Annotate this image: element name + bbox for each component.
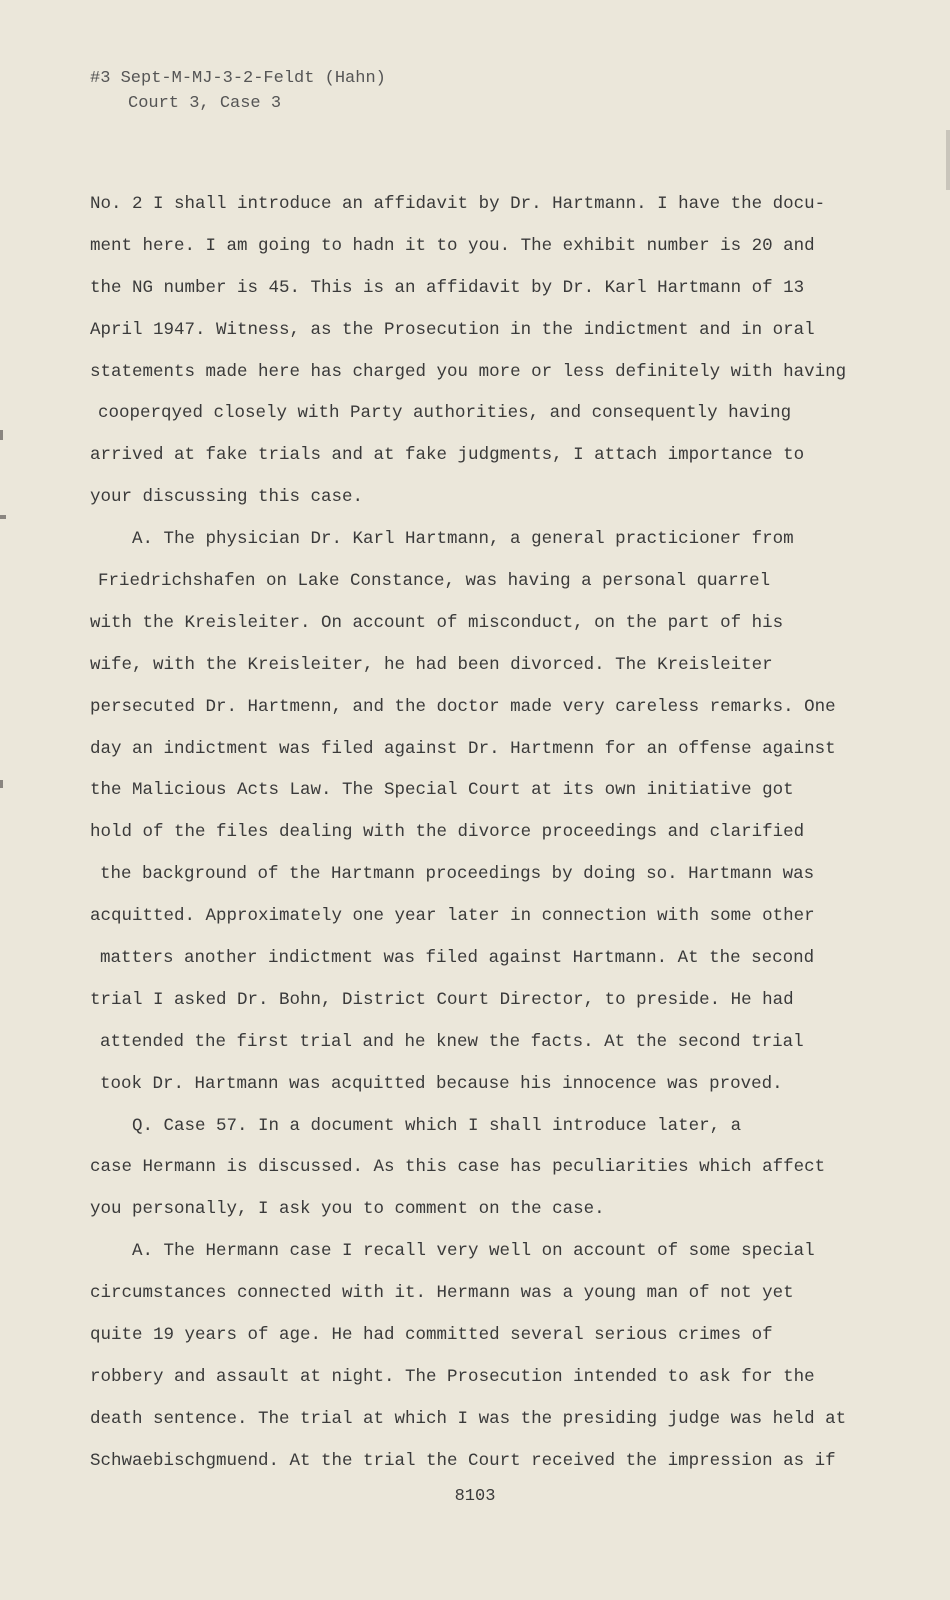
text-line: hold of the files dealing with the divorce proceedings and clarified — [90, 822, 805, 843]
text-line: with the Kreisleiter. On account of misconduct, on the part of his — [90, 612, 784, 633]
text-line: you personally, I ask you to comment on the case. — [90, 1199, 605, 1220]
text-line: circumstances connected with it. Hermann was a young man of not yet — [90, 1283, 794, 1304]
text-line: robbery and assault at night. The Prosecution intended to ask for the — [90, 1366, 815, 1387]
left-edge-mark — [0, 430, 3, 440]
text-line: April 1947. Witness, as the Prosecution in the indictment and in oral — [90, 319, 815, 340]
text-line: your discussing this case. — [90, 487, 364, 508]
text-line: took Dr. Hartmann was acquitted because his innocence was proved. — [100, 1073, 783, 1094]
text-line: attended the first trial and he knew the facts. At the second trial — [100, 1031, 804, 1052]
text-line: the NG number is 45. This is an affidavit by Dr. Karl Hartmann of 13 — [90, 277, 805, 298]
text-line: persecuted Dr. Hartmenn, and the doctor made very careless remarks. One — [90, 696, 836, 717]
text-line: the background of the Hartmann proceedings by doing so. Hartmann was — [100, 864, 815, 885]
document-header — [90, 66, 386, 116]
header-reference: #3 Sept-M-MJ-3-2-Feldt (Hahn) — [90, 69, 386, 88]
right-edge-shadow — [946, 130, 950, 190]
text-line: Q. Case 57. In a document which I shall introduce later, a — [132, 1115, 742, 1136]
text-line: trial I asked Dr. Bohn, District Court Director, to preside. He had — [90, 989, 794, 1010]
text-line: death sentence. The trial at which I was the presiding judge was held at — [90, 1408, 847, 1429]
page-number: 8103 — [454, 1487, 496, 1506]
text-line: arrived at fake trials and at fake judgments, I attach importance to — [90, 445, 805, 466]
left-edge-mark — [0, 780, 3, 788]
header-court-case: Court 3, Case 3 — [128, 94, 282, 113]
text-line: No. 2 I shall introduce an affidavit by Dr. Hartmann. I have the docu- — [90, 194, 826, 214]
text-line: A. The Hermann case I recall very well on account of some special — [132, 1241, 815, 1262]
text-line: quite 19 years of age. He had committed several serious crimes of — [90, 1325, 773, 1346]
text-line: case Hermann is discussed. As this case has peculiarities which affect — [90, 1157, 826, 1178]
text-line: acquitted. Approximately one year later in connection with some other — [90, 906, 815, 927]
text-line: the Malicious Acts Law. The Special Court at its own initiative got — [90, 780, 794, 801]
text-line: statements made here has charged you more or less definitely with having — [90, 361, 847, 382]
text-line: A. The physician Dr. Karl Hartmann, a general practicioner from — [132, 529, 794, 550]
text-line: cooperqyed closely with Party authorities, and consequently having — [98, 403, 792, 424]
text-line: ment here. I am going to hadn it to you. The exhibit number is 20 and — [90, 235, 815, 256]
transcript-body — [90, 184, 860, 1483]
text-line: day an indictment was filed against Dr. Hartmenn for an offense against — [90, 738, 836, 759]
text-line: Schwaebischgmuend. At the trial the Court received the impression as if — [90, 1450, 836, 1471]
text-line: wife, with the Kreisleiter, he had been divorced. The Kreisleiter — [90, 654, 773, 675]
text-line: matters another indictment was filed against Hartmann. At the second — [100, 948, 815, 969]
left-edge-mark — [0, 515, 6, 519]
text-line: Friedrichshafen on Lake Constance, was having a personal quarrel — [98, 571, 771, 592]
